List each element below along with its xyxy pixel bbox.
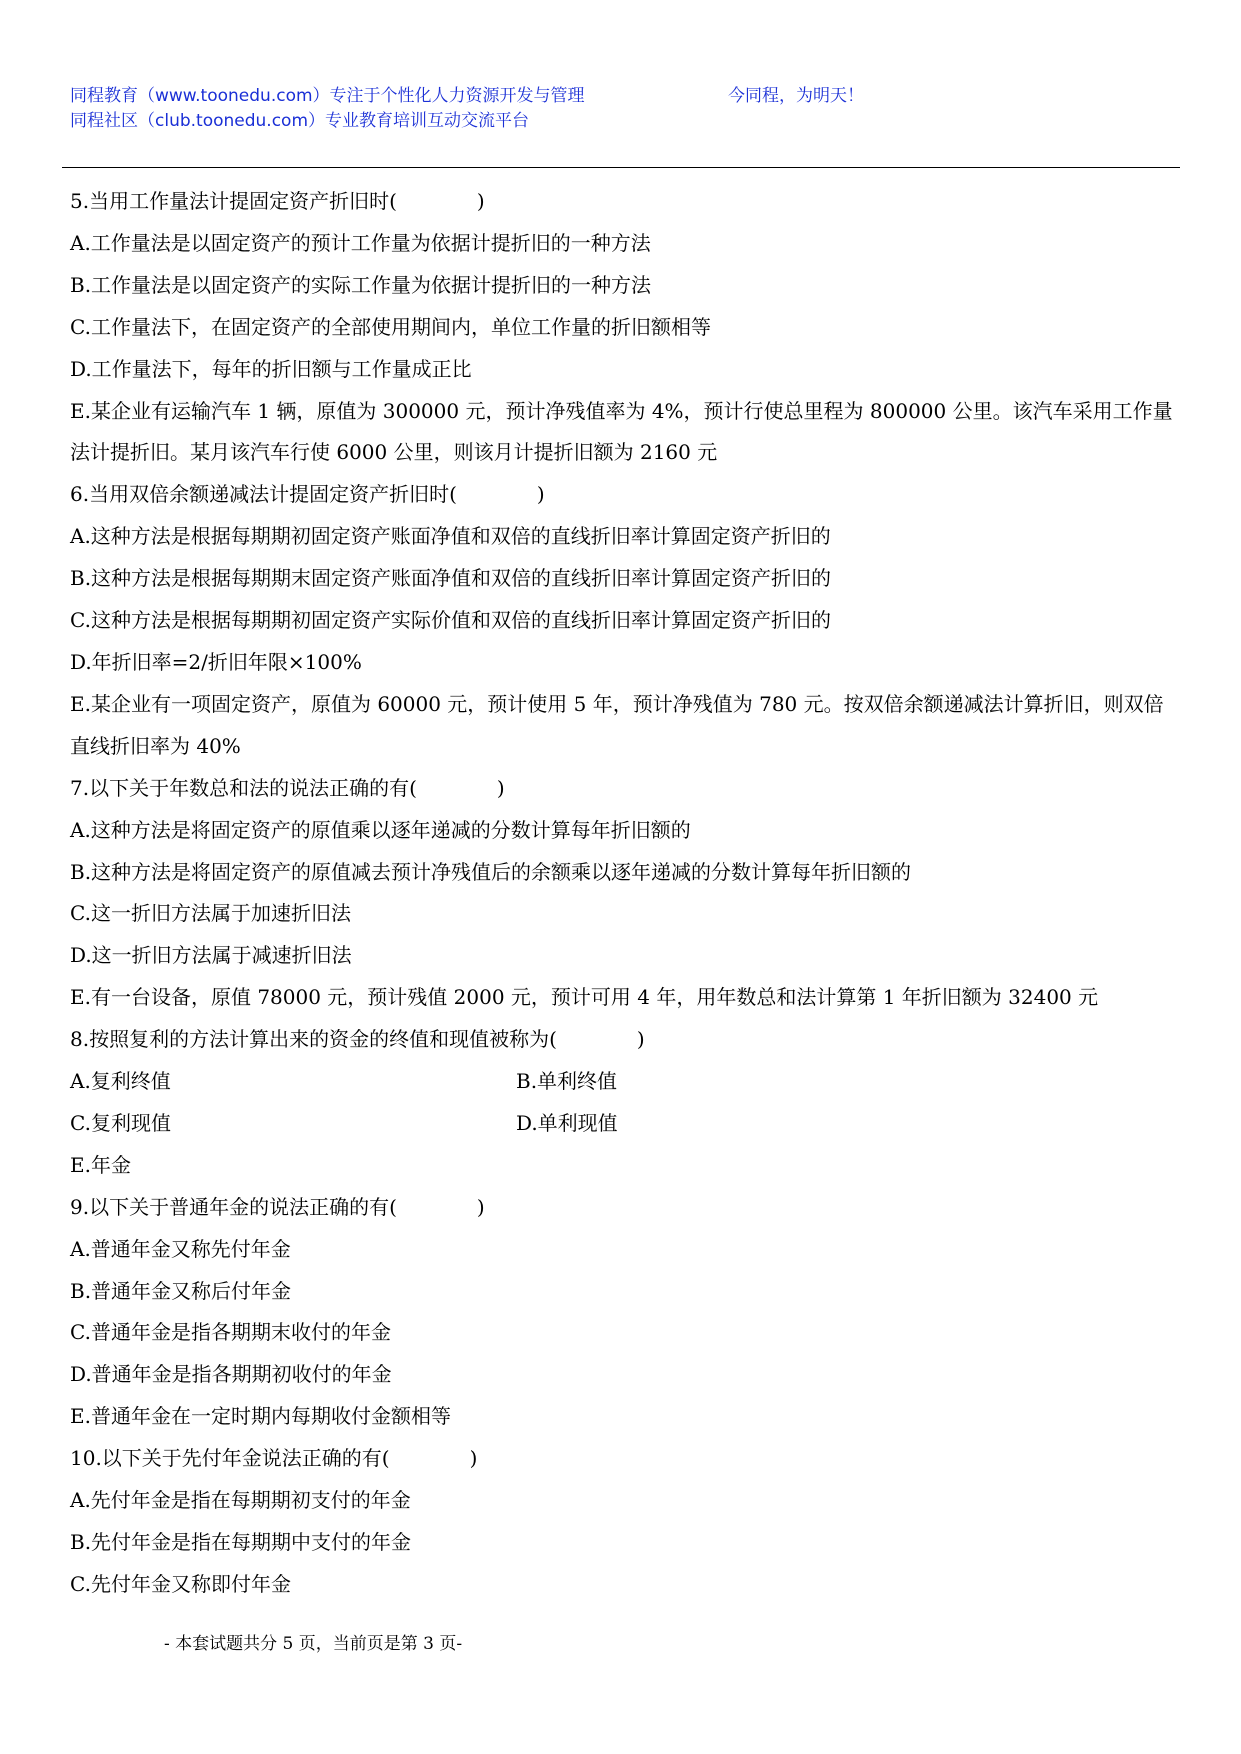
option: C.先付年金又称即付年金 xyxy=(70,1571,291,1596)
option: B.这种方法是将固定资产的原值减去预计净残值后的余额乘以逐年递减的分数计算每年折旧额的 xyxy=(70,859,912,884)
option: D.这一折旧方法属于减速折旧法 xyxy=(70,943,352,968)
option: C.这一折旧方法属于加速折旧法 xyxy=(70,901,351,926)
page-footer: - 本套试题共分 5 页，当前页是第 3 页- xyxy=(164,1634,463,1654)
option-row xyxy=(70,1103,1180,1145)
option: D.年折旧率=2/折旧年限×100% xyxy=(70,649,362,674)
option: A.普通年金又称先付年金 xyxy=(70,1236,291,1261)
option: D.普通年金是指各期期初收付的年金 xyxy=(70,1362,392,1387)
option: C.复利现值 xyxy=(70,1110,171,1135)
header-line-1: 同程教育（www.toonedu.com）专注于个性化人力资源开发与管理 xyxy=(70,86,585,106)
option: B.这种方法是根据每期期末固定资产账面净值和双倍的直线折旧率计算固定资产折旧的 xyxy=(70,566,832,591)
option: B.单利终值 xyxy=(516,1069,618,1094)
option: E.某企业有运输汽车 1 辆，原值为 300000 元，预计净残值率为 4%，预计行使总里程为 800000 公里。该汽车采用工作量法计提折旧。某月该汽车行使 6000 公里，则该月计提折旧额为 2160 元 xyxy=(70,398,1173,465)
header-slogan: 今同程，为明天！ xyxy=(728,86,864,106)
option: A.这种方法是根据每期期初固定资产账面净值和双倍的直线折旧率计算固定资产折旧的 xyxy=(70,524,831,549)
option: B.普通年金又称后付年金 xyxy=(70,1278,292,1303)
question-stem: 6.当用双倍余额递减法计提固定资产折旧时( ) xyxy=(70,482,545,507)
option: E.有一台设备，原值 78000 元，预计残值 2000 元，预计可用 4 年，用年数总和法计算第 1 年折旧额为 32400 元 xyxy=(70,985,1099,1010)
option: E.年金 xyxy=(70,1152,131,1177)
option: D.工作量法下，每年的折旧额与工作量成正比 xyxy=(70,356,472,381)
question-stem: 5.当用工作量法计提固定资产折旧时( ) xyxy=(70,189,485,213)
question-stem: 7.以下关于年数总和法的说法正确的有( ) xyxy=(70,775,505,800)
option: A.复利终值 xyxy=(70,1069,171,1094)
header-row-2 xyxy=(70,109,1170,134)
option: C.这种方法是根据每期期初固定资产实际价值和双倍的直线折旧率计算固定资产折旧的 xyxy=(70,608,831,633)
header-row-1 xyxy=(70,84,1170,109)
question-stem: 8.按照复利的方法计算出来的资金的终值和现值被称为( ) xyxy=(70,1027,645,1052)
header-line-2: 同程社区（club.toonedu.com）专业教育培训互动交流平台 xyxy=(70,111,530,131)
option: C.工作量法下，在固定资产的全部使用期间内，单位工作量的折旧额相等 xyxy=(70,314,711,339)
option: A.工作量法是以固定资产的预计工作量为依据计提折旧的一种方法 xyxy=(70,230,651,255)
option: E.普通年金在一定时期内每期收付金额相等 xyxy=(70,1404,451,1429)
page-header xyxy=(70,84,1170,134)
question-list xyxy=(70,181,1180,1606)
option: B.工作量法是以固定资产的实际工作量为依据计提折旧的一种方法 xyxy=(70,272,652,297)
option: E.某企业有一项固定资产，原值为 60000 元，预计使用 5 年，预计净残值为 780 元。按双倍余额递减法计算折旧，则双倍直线折旧率为 40% xyxy=(70,691,1164,758)
option: A.先付年金是指在每期期初支付的年金 xyxy=(70,1488,411,1513)
option: D.单利现值 xyxy=(516,1110,618,1135)
option: A.这种方法是将固定资产的原值乘以逐年递减的分数计算每年折旧额的 xyxy=(70,817,691,842)
question-stem: 10.以下关于先付年金说法正确的有( ) xyxy=(70,1446,478,1471)
header-divider xyxy=(62,167,1180,168)
option: C.普通年金是指各期期末收付的年金 xyxy=(70,1320,391,1345)
option-row xyxy=(70,1061,1180,1103)
option: B.先付年金是指在每期期中支付的年金 xyxy=(70,1530,412,1554)
question-stem: 9.以下关于普通年金的说法正确的有( ) xyxy=(70,1194,485,1219)
